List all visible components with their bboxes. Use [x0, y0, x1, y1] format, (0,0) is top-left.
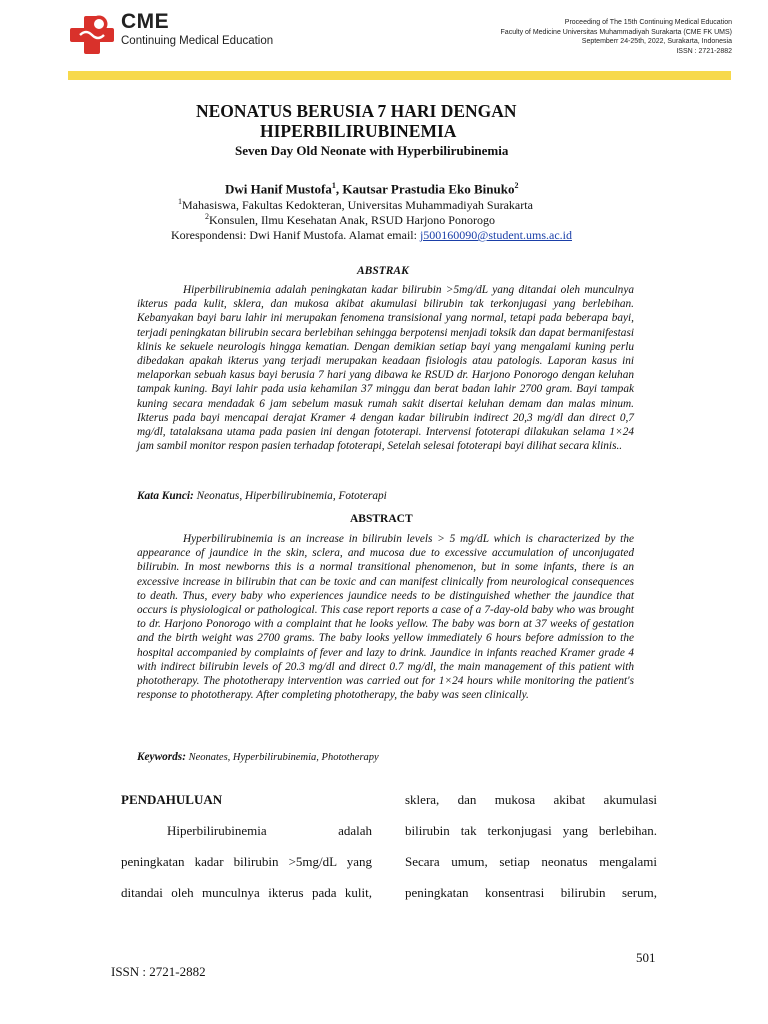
body-left-column	[121, 815, 372, 908]
correspondence-text: Korespondensi: Dwi Hanif Mustofa. Alamat email:	[171, 228, 420, 242]
body-right-column	[405, 784, 657, 908]
body-line: Secara umum, setiap neonatus mengalami	[405, 854, 657, 869]
email-link[interactable]: j500160090@student.ums.ac.id	[419, 228, 572, 242]
author-line	[225, 181, 518, 197]
kata-kunci-values: Neonatus, Hiperbilirubinemia, Fototerapi	[193, 490, 387, 502]
author-affiliation-mark: 1	[331, 181, 336, 190]
body-line: peningkatan konsentrasi bilirubin serum,	[405, 885, 657, 900]
abstrak-text	[137, 283, 634, 453]
cme-logo-icon	[70, 14, 114, 54]
proceeding-line: Septemberr 24-25th, 2022, Surakarta, Indonesia	[581, 38, 732, 45]
affiliation-text: Mahasiswa, Fakultas Kedokteran, Universitas Muhammadiyah Surakarta	[182, 198, 533, 212]
author-affiliation-mark: 2	[514, 181, 519, 190]
paper-title	[196, 101, 517, 141]
body-line: peningkatan kadar bilirubin >5mg/dL yang	[121, 854, 372, 869]
section-heading: PENDAHULUAN	[121, 792, 223, 807]
keywords-values: Neonates, Hyperbilirubinemia, Phototherapy	[185, 752, 379, 763]
affiliation-2	[205, 212, 495, 228]
paper-title-line-2: HIPERBILIRUBINEMIA	[260, 121, 457, 141]
proceeding-line: ISSN : 2721-2882	[676, 47, 732, 55]
proceeding-line: Faculty of Medicine Universitas Muhammadiyah Surakarta (CME FK UMS)	[500, 28, 732, 36]
body-line: sklera, dan mukosa akibat akumulasi	[405, 792, 657, 807]
affiliation-1	[178, 197, 533, 213]
abstract-body: Hyperbilirubinemia is an increase in bilirubin levels > 5 mg/dL which is characterized by the appearance of jaundice in the skin, sclera, and mucosa due to excessive accumulation of unconjugated bilirubin. In most newborns this is a normal transitional phenomenon, but in some infants, there is an excessive increase in bilirubin that can be toxic and can manifest clinically from neurological consequences to death. Thus, every baby who experiences jaundice needs to be distinguished whether the jaundice that occurs is physiological or pathological. This case report reports a case of a 7-day-old baby who was brought to dr. Harjono Ponorogo with a complaint that he looks yellow. The baby was born at 37 weeks of gestation and the birth weight was 2700 grams. The baby looks yellow immediately 6 hours before admission to the hospital accompanied by complaints of fever and lazy to drink. Jaundice in infants reached Kramer grade 4 with indirect bilirubin levels of 20.3 mg/dl and direct 0.7 mg/dl, the main management of this patient with phototherapy. The phototherapy intervention was carried out for 1×24 hours while monitoring the patient's response to phototherapy. After completing phototherapy, the baby was seen clinically.	[137, 533, 634, 702]
footer-issn: ISSN : 2721-2882	[111, 964, 206, 979]
kata-kunci	[137, 490, 387, 502]
proceeding-line: Proceeding of The 15th Continuing Medical Education	[564, 19, 732, 26]
logo-title: CME	[121, 10, 170, 33]
affiliation-mark: 1	[178, 197, 182, 206]
body-line: Hiperbilirubinemia adalah	[167, 823, 372, 838]
body-line: ditandai oleh munculnya ikterus pada kulit,	[121, 885, 372, 900]
affiliation-mark: 2	[205, 212, 209, 221]
correspondence	[171, 228, 572, 243]
header-divider	[68, 71, 731, 80]
proceeding-info	[501, 18, 732, 56]
kata-kunci-label: Kata Kunci:	[137, 490, 194, 502]
author-name: Kautsar Prastudia Eko Binuko	[342, 181, 515, 197]
page-number: 501	[636, 950, 656, 965]
abstrak-heading: ABSTRAK	[357, 265, 409, 277]
keywords-label: Keywords:	[137, 751, 186, 763]
keywords	[137, 751, 379, 763]
affiliation-text: Konsulen, Ilmu Kesehatan Anak, RSUD Harjono Ponorogo	[209, 213, 495, 227]
author-name: Dwi Hanif Mustofa	[225, 181, 332, 197]
paper-subtitle: Seven Day Old Neonate with Hyperbilirubinemia	[235, 143, 509, 158]
body-line: bilirubin tak terkonjugasi yang berlebihan.	[405, 823, 657, 838]
author-separator: ,	[335, 181, 343, 197]
abstract-heading: ABSTRACT	[350, 513, 413, 525]
abstract-text	[137, 532, 634, 702]
abstrak-body: Hiperbilirubinemia adalah peningkatan kadar bilirubin >5mg/dL yang ditandai oleh munculnya ikterus pada kulit, sklera, dan mukosa akibat akumulasi bilirubin tak terkonjugasi yang berlebihan. Kebanyakan bayi baru lahir ini merupakan fenomena transisional yang normal, tetapi pada beberapa bayi, terjadi peningkatan bilirubin secara berlebihan sehingga berpotensi menjadi toksik dan dapat bermanifestasi klinis ke sekuele neurologis hingga kematian. Dengan demikian setiap bayi yang mengalami kuning perlu dibedakan apakah ikterus yang terjadi merupakan keadaan fisiologis atau patologis. Laporan kasus ini melaporkan sebuah kasus bayi berusia 7 hari yang dibawa ke RSUD dr. Harjono Ponorogo dengan keluhan tampak kuning. Bayi lahir pada usia kehamilan 37 minggu dan berat badan lahir 2700 gram. Bayi tampak kuning secara mendadak 6 jam sebelum masuk rumah sakit disertai keluhan demam dan malas minum. Ikterus pada bayi mencapai derajat Kramer 4 dengan kadar bilirubin indirect 20,3 mg/dl dan direct 0,7 mg/dl, tatalaksana utama pada pasien ini dengan fototerapi. Intervensi fototerapi dilakukan selama 1×24 jam sambil monitor respon pasien terhadap fototerapi, Setelah selesai fototerapi bayi dilihat secara klinis..	[137, 284, 634, 453]
logo-subtitle: Continuing Medical Education	[121, 35, 274, 47]
paper-title-line-1: NEONATUS BERUSIA 7 HARI DENGAN	[196, 101, 517, 121]
